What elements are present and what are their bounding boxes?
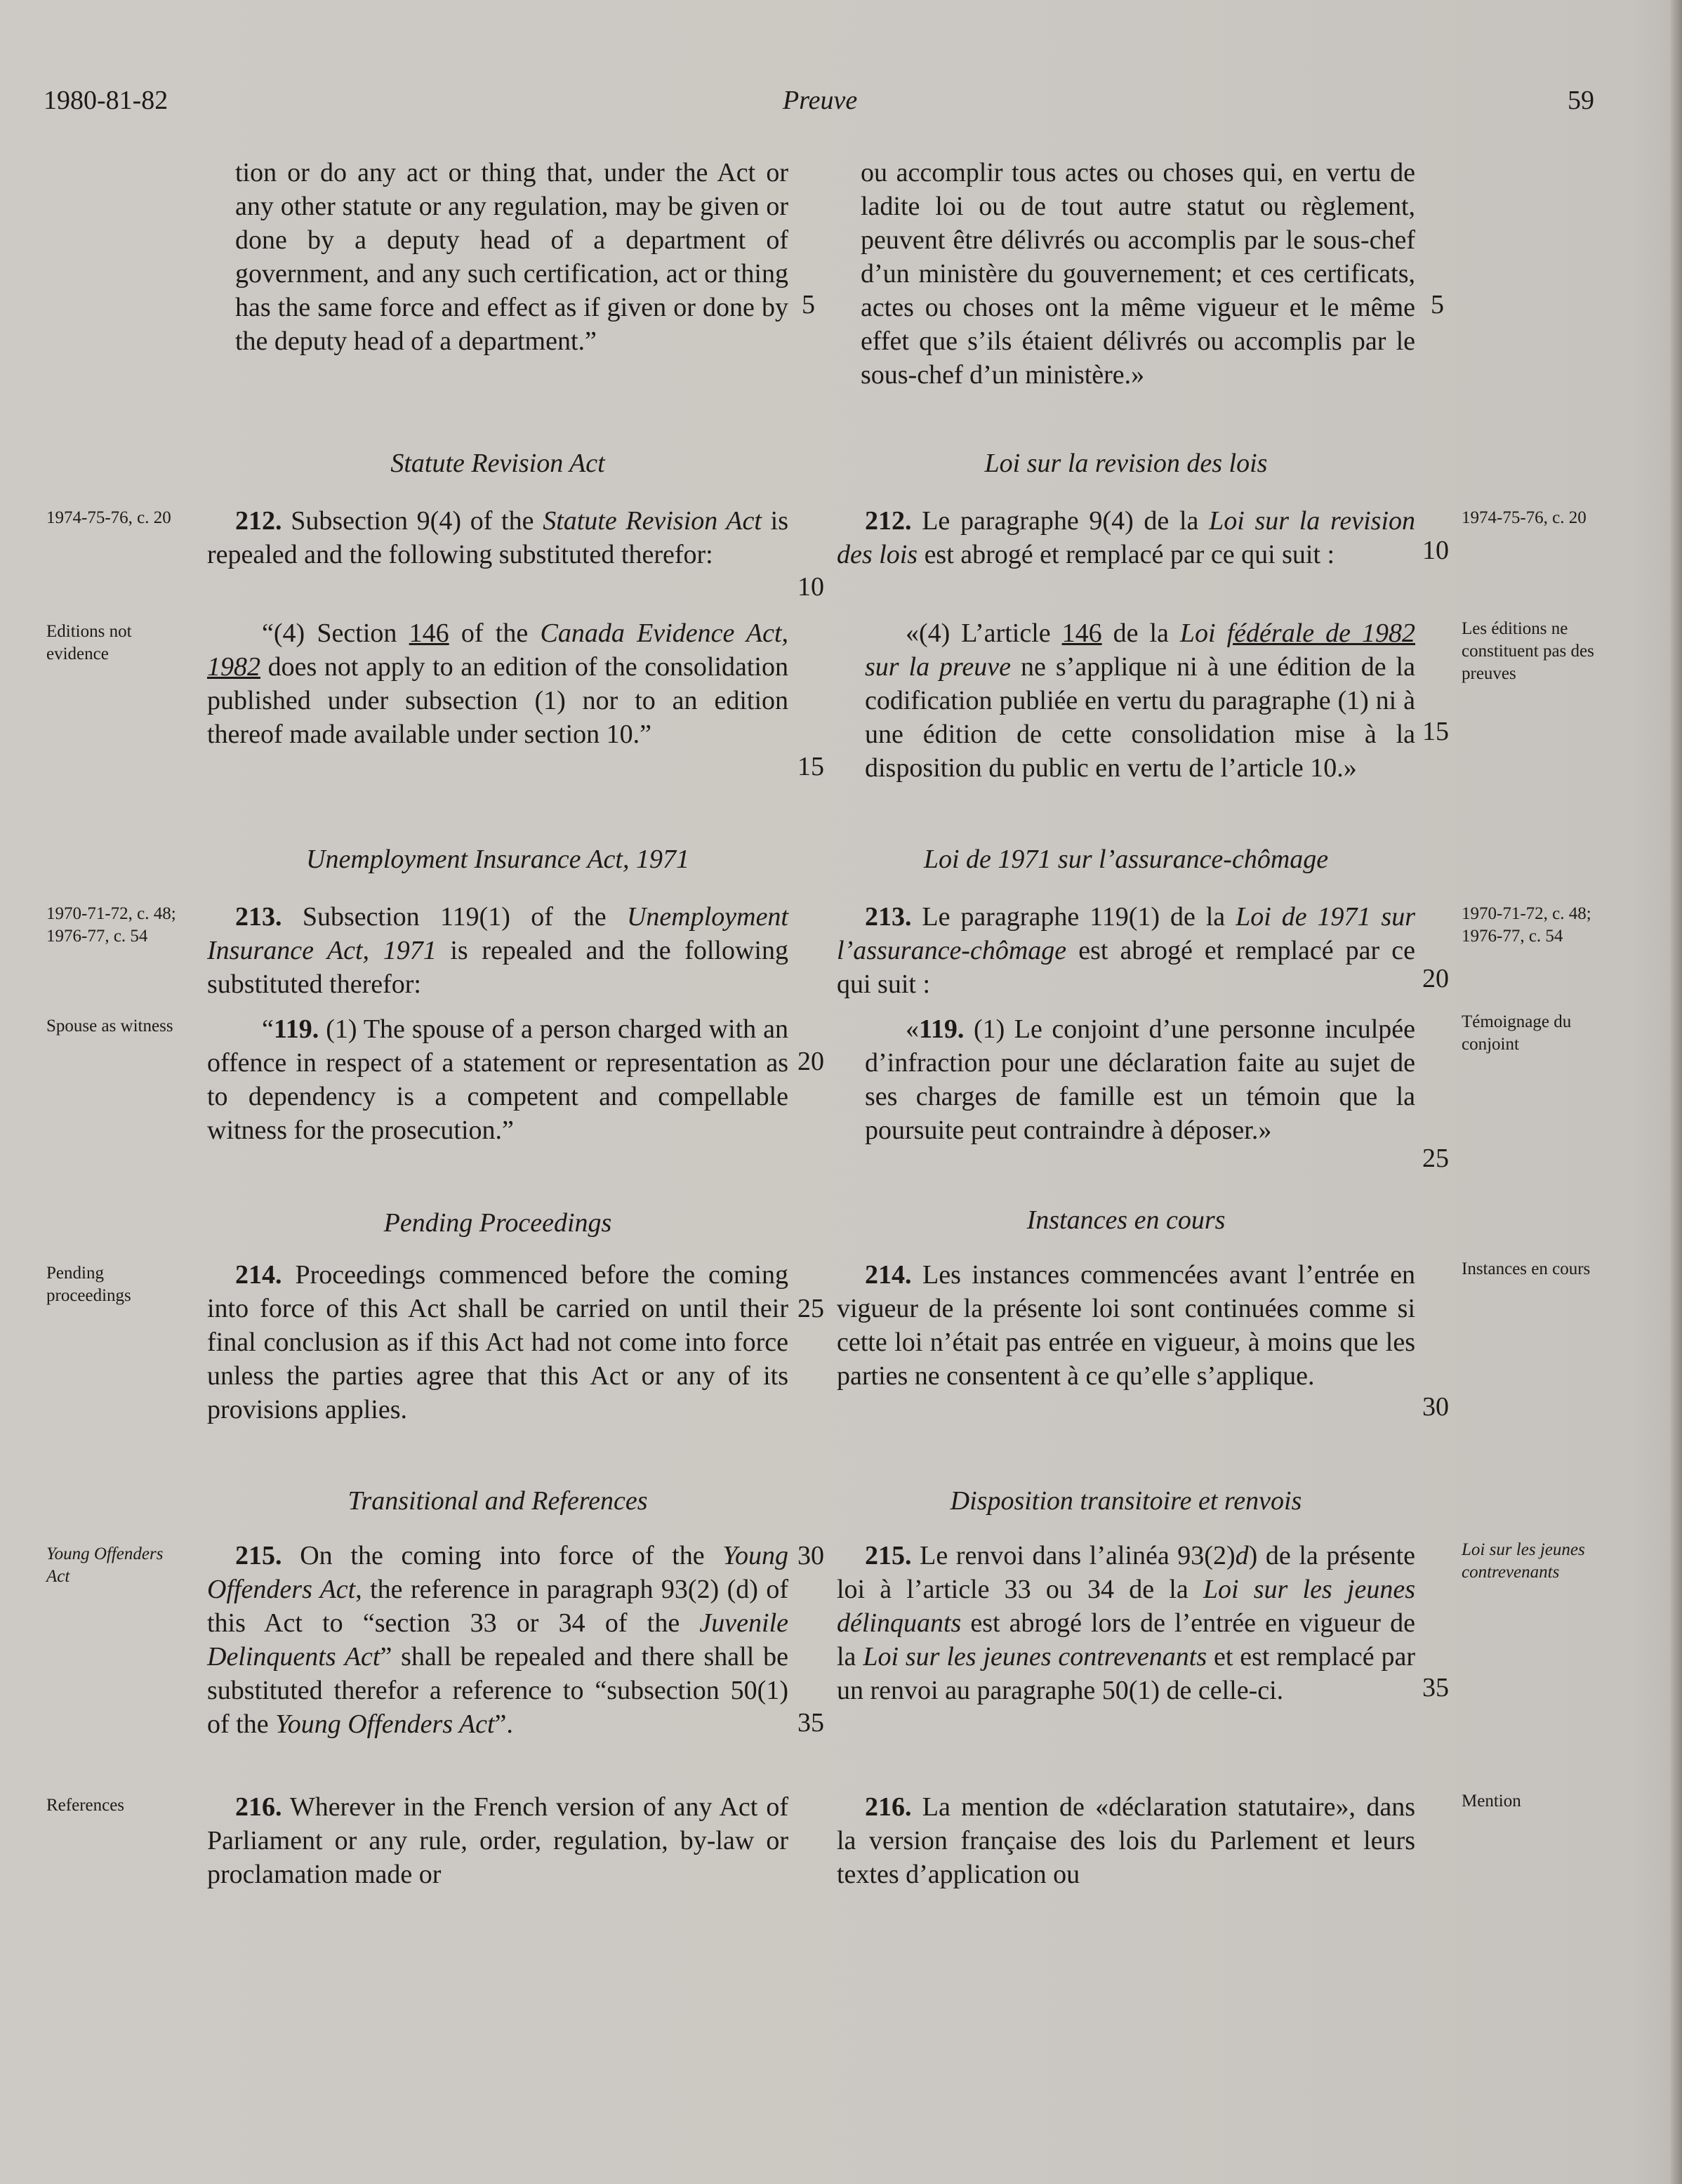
margin-note-left-1: 1974-75-76, c. 20 bbox=[46, 508, 171, 527]
margin-note-left-5: Pending proceedings bbox=[46, 1264, 131, 1305]
en-section-215: 215. On the coming into force of the Young Offenders Act, the reference in paragraph 93(2) (d) of this Act to “section 33 or 34 of the Juvenile Delinquents Act” shall be repealed and there shall be substituted therefor a reference to “subsection 50(1) of the Young Offenders Act”. bbox=[207, 1541, 788, 1739]
fr-heading-instances: Instances en cours bbox=[1026, 1205, 1226, 1235]
en-section-214: 214. Proceedings commenced before the coming into force of this Act shall be carried on until their final conclusion as if this Act had not come into force unless the parties agree that this Act or any of its provisions applies. bbox=[207, 1260, 788, 1424]
fr-heading-revision: Loi sur la revision des lois bbox=[984, 449, 1268, 478]
fr-section-216-number: 216. bbox=[865, 1792, 912, 1822]
margin-note-left-2: Editions not evidence bbox=[46, 622, 132, 663]
margin-note-right-3: 1970-71-72, c. 48; 1976-77, c. 54 bbox=[1462, 904, 1591, 946]
margin-note-left-3: 1970-71-72, c. 48; 1976-77, c. 54 bbox=[46, 904, 176, 946]
en-section-216: 216. Wherever in the French version of any Act of Parliament or any rule, order, regulation, by-law or proclamation made or bbox=[207, 1792, 788, 1889]
fr-section-213-number: 213. bbox=[865, 902, 912, 932]
fr-section-215: 215. Le renvoi dans l’alinéa 93(2)d) de la présente loi à l’article 33 ou 34 de la Loi sur les jeunes délinquants est abrogé lors de l’entrée en vigueur de la Loi sur les jeunes contrevenants et est remplacé par un renvoi au paragraphe 50(1) de celle-ci. bbox=[837, 1541, 1416, 1705]
margin-note-right-1: 1974-75-76, c. 20 bbox=[1462, 508, 1587, 527]
margin-note-left-6: Young Offenders Act bbox=[46, 1544, 164, 1586]
line-number-15-center: 15 bbox=[797, 752, 824, 781]
line-number-10-center: 10 bbox=[797, 572, 824, 602]
en-section-212-quote: “(4) Section 146 of the Canada Evidence Act, 1982 does not apply to an edition of the consolidation published under subsection (1) nor to an edition thereof made available under section 10.” bbox=[207, 618, 789, 749]
fr-section-215-number: 215. bbox=[865, 1541, 912, 1570]
fr-section-213-quote: «119. (1) Le conjoint d’une personne inculpée d’infraction pour une déclaration faite au sujet de ses charges de famille est un témoin que la poursuite peut contraindre à déposer.» bbox=[865, 1014, 1415, 1145]
line-number-5-center: 5 bbox=[802, 290, 815, 319]
line-number-10-right: 10 bbox=[1422, 536, 1449, 565]
en-section-213-quote: “119. (1) The spouse of a person charged with an offence in respect of a statement or representation as to dependency is a competent and compellable witness for the prosecution.” bbox=[207, 1014, 788, 1145]
margin-note-right-2: Les éditions ne constituent pas des preuves bbox=[1462, 619, 1594, 683]
fr-heading-transitoire: Disposition transitoire et renvois bbox=[950, 1486, 1302, 1516]
fr-section-214-number: 214. bbox=[865, 1260, 912, 1290]
line-number-25-right: 25 bbox=[1422, 1144, 1449, 1173]
en-intro-paragraph: tion or do any act or thing that, under the Act or any other statute or any regulation, may be given or done by a deputy head of a department of government, and any such certification, act or thing has the same force and effect as if given or done by the deputy head of a department.” bbox=[235, 158, 788, 356]
en-heading-unemployment: Unemployment Insurance Act, 1971 bbox=[306, 845, 689, 874]
margin-note-left-7: References bbox=[46, 1796, 125, 1815]
fr-intro-paragraph: ou accomplir tous actes ou choses qui, en vertu de ladite loi ou de tout autre statut ou règlement, peuvent être délivrés ou accomplis par le sous-chef d’un ministère du gouvernement; et ces certificats, actes ou choses ont la même vigueur et le même effet que s’ils étaient délivrés ou accomplis par le sous-chef d’un ministère.» bbox=[861, 158, 1415, 390]
line-number-35-center: 35 bbox=[797, 1708, 824, 1738]
binding-edge bbox=[1671, 0, 1682, 2184]
line-number-15-right: 15 bbox=[1422, 717, 1449, 746]
en-heading-pending: Pending Proceedings bbox=[383, 1208, 612, 1238]
fr-section-214: 214. Les instances commencées avant l’entrée en vigueur de la présente loi sont continuées comme si cette loi n’était pas entrée en vigueur, à moins que les parties ne consentent à ce qu’elle s’applique. bbox=[837, 1260, 1415, 1391]
en-section-212-number: 212. bbox=[235, 506, 282, 536]
margin-note-right-6: Loi sur les jeunes contrevenants bbox=[1462, 1540, 1585, 1582]
header-title: Preuve bbox=[783, 86, 858, 115]
fr-heading-assurance: Loi de 1971 sur l’assurance-chômage bbox=[923, 845, 1329, 874]
header-year: 1980-81-82 bbox=[44, 86, 168, 115]
fr-section-213: 213. Le paragraphe 119(1) de la Loi de 1971 sur l’assurance-chômage est abrogé et remplacé par ce qui suit : bbox=[837, 902, 1415, 999]
header-page-number: 59 bbox=[1568, 86, 1594, 115]
en-heading-transitional: Transitional and References bbox=[347, 1486, 648, 1516]
line-number-5-right: 5 bbox=[1431, 290, 1444, 319]
en-section-216-number: 216. bbox=[235, 1792, 282, 1822]
line-number-30-right: 30 bbox=[1422, 1392, 1449, 1422]
fr-section-212: 212. Le paragraphe 9(4) de la Loi sur la revision des lois est abrogé et remplacé par ce qui suit : bbox=[837, 506, 1416, 569]
en-section-214-number: 214. bbox=[235, 1260, 282, 1290]
margin-note-right-7: Mention bbox=[1462, 1792, 1521, 1811]
en-section-213-number: 213. bbox=[235, 902, 282, 932]
fr-section-216: 216. La mention de «déclaration statutaire», dans la version française des lois du Parlement et leurs textes d’application ou bbox=[837, 1792, 1415, 1889]
en-section-212: 212. Subsection 9(4) of the Statute Revision Act is repealed and the following substituted therefor: bbox=[207, 506, 788, 569]
margin-note-right-4: Témoignage du conjoint bbox=[1462, 1012, 1572, 1054]
margin-note-left-4: Spouse as witness bbox=[46, 1017, 173, 1035]
line-number-20-center: 20 bbox=[797, 1047, 824, 1076]
line-number-20-right: 20 bbox=[1422, 964, 1449, 993]
en-heading-statute-revision: Statute Revision Act bbox=[390, 449, 605, 478]
line-number-35-right: 35 bbox=[1422, 1673, 1449, 1702]
en-section-213: 213. Subsection 119(1) of the Unemployment Insurance Act, 1971 is repealed and the following substituted therefor: bbox=[207, 902, 788, 999]
fr-section-212-quote: «(4) L’article 146 de la Loi fédérale de 1982 sur la preuve ne s’applique ni à une édition de la codification publiée en vertu du paragraphe (1) ni à une édition de cette consolidation mise à la disposition du public en vertu de l’article 10.» bbox=[865, 618, 1415, 783]
margin-note-right-5: Instances en cours bbox=[1462, 1259, 1591, 1278]
line-number-25-center: 25 bbox=[797, 1294, 824, 1323]
fr-section-212-number: 212. bbox=[865, 506, 912, 536]
en-section-215-number: 215. bbox=[235, 1541, 282, 1570]
line-number-30-center: 30 bbox=[797, 1541, 824, 1570]
